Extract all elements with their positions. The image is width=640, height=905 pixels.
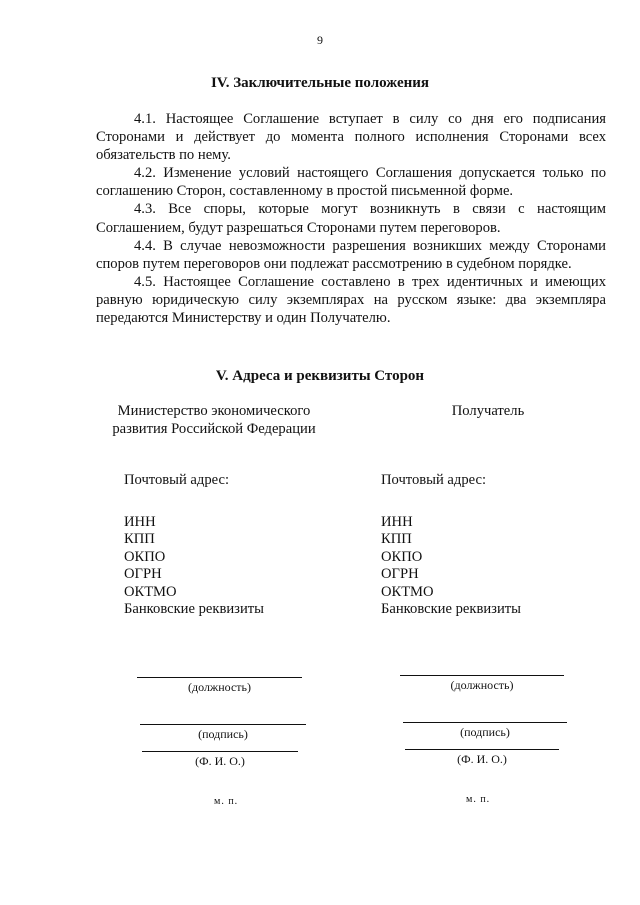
ministry-position-caption: (должность) xyxy=(188,680,251,694)
recipient-okpo-label: ОКПО xyxy=(381,548,423,565)
ministry-position-line xyxy=(137,677,302,678)
ministry-okpo-label: ОКПО xyxy=(124,548,166,565)
ministry-signature-line xyxy=(140,724,306,725)
recipient-oktmo-label: ОКТМО xyxy=(381,583,434,600)
ministry-party-title xyxy=(100,402,328,439)
recipient-bank-details-label: Банковские реквизиты xyxy=(381,601,521,617)
section-heading-final-provisions: IV. Заключительные положения xyxy=(210,75,430,91)
section-heading-addresses: V. Адреса и реквизиты Сторон xyxy=(215,368,425,384)
recipient-position-caption: (должность) xyxy=(450,678,514,692)
ministry-stamp-mark: м. п. xyxy=(214,796,239,807)
ministry-details xyxy=(124,472,264,619)
ministry-bank-details-label: Банковские реквизиты xyxy=(124,601,264,617)
paragraph-4-4: 4.4. В случае невозможности разрешения возникших между Сторонами споров путем переговоров они подлежат рассмотрению в судебном порядке. xyxy=(96,237,606,272)
recipient-inn-label: ИНН xyxy=(381,513,413,530)
recipient-party-title: Получатель xyxy=(451,403,525,419)
ministry-title-line-2: развития Российской Федерации xyxy=(112,421,316,438)
paragraph-4-1: 4.1. Настоящее Соглашение вступает в силу со дня его подписания Сторонами и действует до момента полного исполнения Сторонами всех обязательств по нему. xyxy=(96,111,606,164)
recipient-signature-caption: (подпись) xyxy=(460,725,510,739)
ministry-ogrn-label: ОГРН xyxy=(124,566,162,582)
recipient-postal-address-label: Почтовый адрес: xyxy=(381,472,487,488)
ministry-signature-caption: (подпись) xyxy=(198,727,248,741)
recipient-signature-line xyxy=(403,722,567,723)
ministry-inn-label: ИНН xyxy=(124,513,156,530)
recipient-name-line xyxy=(405,749,559,750)
ministry-name-caption: (Ф. И. О.) xyxy=(195,754,245,768)
recipient-position-line xyxy=(400,675,564,676)
final-provisions-body xyxy=(96,110,606,327)
recipient-stamp-mark: м. п. xyxy=(466,794,491,805)
recipient-details xyxy=(381,472,521,619)
paragraph-4-5: 4.5. Настоящее Соглашение составлено в трех идентичных и имеющих равную юридическую силу экземплярах на русском языке: два экземпляра передаются Министерству и один Получателю. xyxy=(96,273,606,327)
ministry-title-line-1: Министерство экономического xyxy=(117,403,311,419)
page-number: 9 xyxy=(317,33,323,47)
recipient-ogrn-label: ОГРН xyxy=(381,566,419,582)
paragraph-4-3: 4.3. Все споры, которые могут возникнуть в связи с настоящим Соглашением, будут разрешаться Сторонами путем переговоров. xyxy=(96,201,606,236)
ministry-oktmo-label: ОКТМО xyxy=(124,583,177,600)
ministry-postal-address-label: Почтовый адрес: xyxy=(124,472,230,488)
recipient-name-caption: (Ф. И. О.) xyxy=(457,752,507,766)
ministry-kpp-label: КПП xyxy=(124,531,155,547)
paragraph-4-2: 4.2. Изменение условий настоящего Соглашения допускается только по соглашению Сторон, составленному в простой письменной форме. xyxy=(96,165,606,200)
ministry-name-line xyxy=(142,751,298,752)
recipient-kpp-label: КПП xyxy=(381,531,412,547)
